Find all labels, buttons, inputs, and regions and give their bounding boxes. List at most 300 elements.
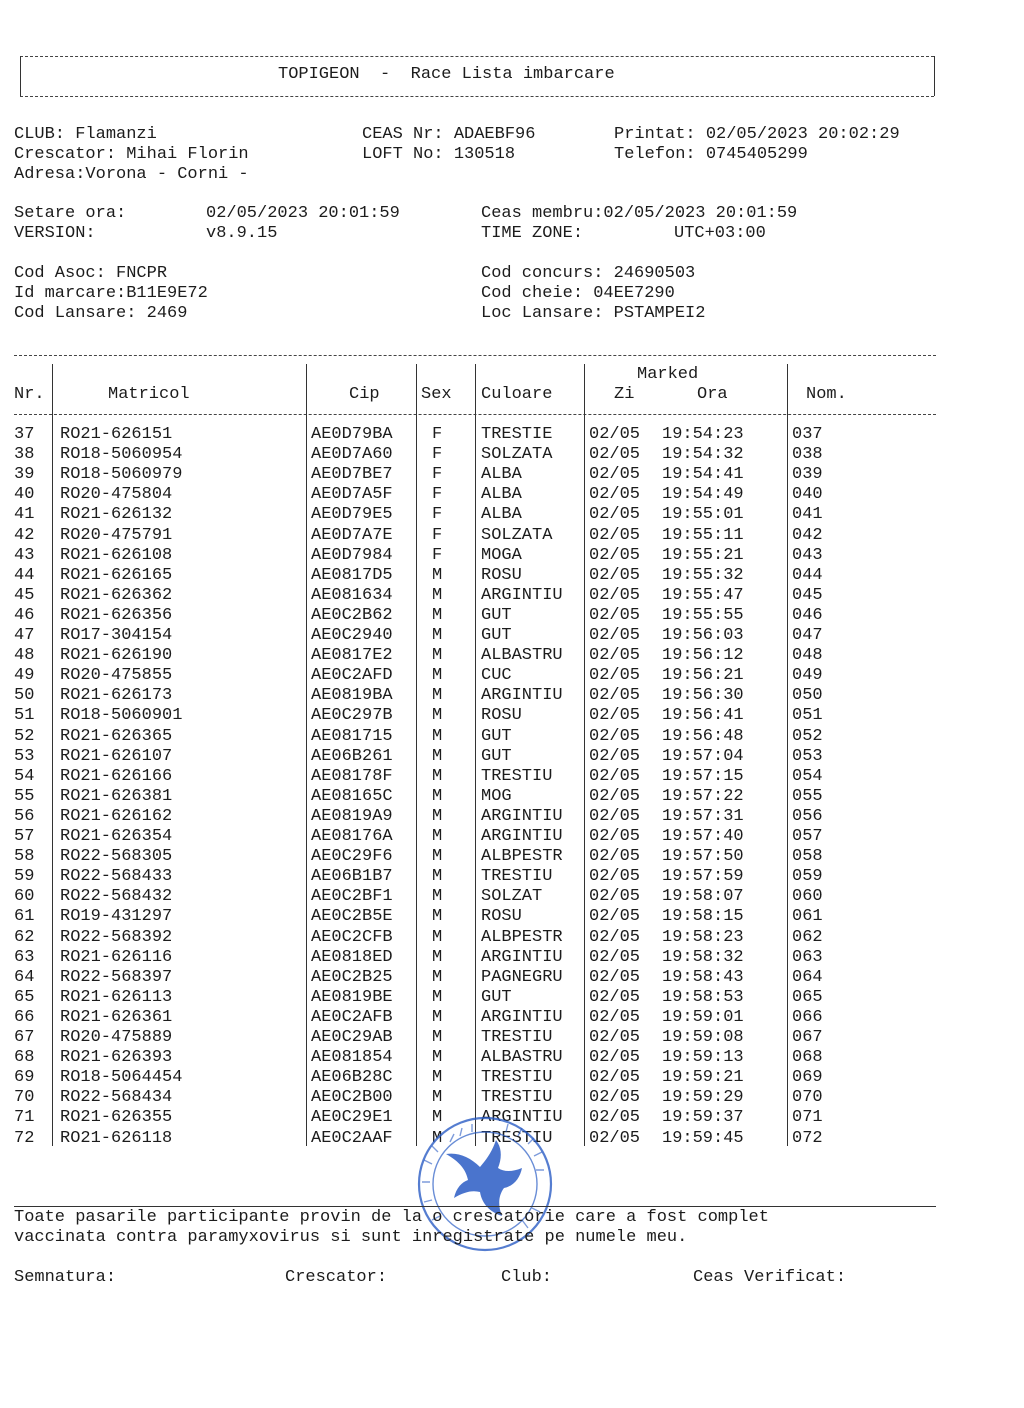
table-row <box>0 1008 1024 1028</box>
cell-nr: 65 <box>14 987 35 1007</box>
cell-nom: 056 <box>792 806 823 826</box>
column-header-matricol: Matricol <box>108 385 190 404</box>
release-code: Cod Lansare: 2469 <box>14 304 188 323</box>
cell-nr: 40 <box>14 485 35 505</box>
cell-culoare: SOLZAT <box>481 887 543 907</box>
cell-cip: AE0C2CFB <box>311 927 393 947</box>
cell-matricol: RO18-5060901 <box>60 706 183 726</box>
breeder-signature-label: Crescator: <box>285 1268 388 1287</box>
cell-nom: 038 <box>792 445 823 465</box>
table-row <box>0 867 1024 887</box>
address: Adresa:Vorona - Corni - <box>14 165 249 184</box>
cell-nr: 45 <box>14 585 35 605</box>
cell-culoare: ALBA <box>481 465 522 485</box>
cell-matricol: RO21-626393 <box>60 1048 173 1068</box>
cell-sex: F <box>432 545 443 565</box>
cell-sex: M <box>432 927 443 947</box>
column-header-marked: Marked <box>637 365 699 384</box>
cell-nr: 53 <box>14 746 35 766</box>
table-row <box>0 526 1024 546</box>
cell-sex: M <box>432 726 443 746</box>
title-box-top-border <box>20 56 934 57</box>
cell-culoare: ALBASTRU <box>481 1048 563 1068</box>
page-title: TOPIGEON - Race Lista imbarcare <box>278 65 615 84</box>
cell-culoare: ROSU <box>481 907 522 927</box>
column-header-ora: Ora <box>697 385 728 404</box>
cell-nr: 52 <box>14 726 35 746</box>
cell-sex: M <box>432 827 443 846</box>
table-row <box>0 907 1024 927</box>
cell-zi: 02/05 <box>589 887 641 907</box>
cell-matricol: RO21-626354 <box>60 827 173 846</box>
cell-ora: 19:57:22 <box>662 786 744 806</box>
signature-label: Semnatura: <box>14 1268 117 1287</box>
cell-cip: AE0D7BE7 <box>311 465 393 485</box>
cell-sex: M <box>432 1068 443 1088</box>
cell-cip: AE06B261 <box>311 746 393 766</box>
cell-nr: 43 <box>14 545 35 565</box>
table-row <box>0 706 1024 726</box>
table-row <box>0 445 1024 465</box>
cell-matricol: RO21-626132 <box>60 505 173 525</box>
cell-nom: 041 <box>792 505 823 525</box>
cell-matricol: RO21-626162 <box>60 806 173 826</box>
release-location: Loc Lansare: PSTAMPEI2 <box>481 304 706 323</box>
cell-ora: 19:59:45 <box>662 1128 744 1148</box>
contest-code: Cod concurs: 24690503 <box>481 264 696 283</box>
cell-culoare: ALBASTRU <box>481 646 563 666</box>
cell-matricol: RO21-626355 <box>60 1108 173 1128</box>
cell-cip: AE0818ED <box>311 947 393 967</box>
cell-zi: 02/05 <box>589 907 641 927</box>
cell-nom: 044 <box>792 565 823 585</box>
title-box-bottom-border <box>20 96 934 97</box>
cell-nom: 049 <box>792 666 823 686</box>
cell-cip: AE0C29F6 <box>311 847 393 867</box>
cell-culoare: TRESTIU <box>481 867 553 887</box>
table-header-top-border <box>14 355 936 356</box>
cell-ora: 19:54:49 <box>662 485 744 505</box>
cell-matricol: RO20-475855 <box>60 666 173 686</box>
cell-ora: 19:57:50 <box>662 847 744 867</box>
table-row <box>0 686 1024 706</box>
declaration-line-1: Toate pasarile participante provin de la o crescatorie care a fost complet <box>14 1208 769 1227</box>
cell-culoare: SOLZATA <box>481 445 553 465</box>
cell-nom: 046 <box>792 605 823 625</box>
cell-culoare: ALBA <box>481 505 522 525</box>
cell-cip: AE0C2940 <box>311 626 393 645</box>
cell-culoare: MOG <box>481 786 512 806</box>
table-row <box>0 988 1024 1008</box>
cell-cip: AE0C297B <box>311 706 393 726</box>
cell-nr: 72 <box>14 1128 35 1148</box>
cell-zi: 02/05 <box>589 726 641 746</box>
cell-matricol: RO22-568434 <box>60 1088 173 1108</box>
cell-sex: M <box>432 1088 443 1108</box>
cell-culoare: ALBPESTR <box>481 847 563 867</box>
cell-nr: 70 <box>14 1088 35 1108</box>
key-code: Cod cheie: 04EE7290 <box>481 284 675 303</box>
cell-matricol: RO17-304154 <box>60 626 173 645</box>
cell-matricol: RO21-626166 <box>60 766 173 786</box>
cell-matricol: RO21-626165 <box>60 565 173 585</box>
cell-cip: AE08178F <box>311 766 393 786</box>
column-header-zi: Zi <box>614 385 635 404</box>
cell-cip: AE0C2B62 <box>311 605 393 625</box>
cell-matricol: RO21-626190 <box>60 646 173 666</box>
cell-cip: AE06B28C <box>311 1068 393 1088</box>
cell-nr: 46 <box>14 605 35 625</box>
cell-zi: 02/05 <box>589 827 641 846</box>
table-row <box>0 666 1024 686</box>
cell-zi: 02/05 <box>589 585 641 605</box>
cell-nom: 067 <box>792 1028 823 1047</box>
cell-zi: 02/05 <box>589 646 641 666</box>
cell-nr: 55 <box>14 786 35 806</box>
cell-zi: 02/05 <box>589 1068 641 1088</box>
cell-ora: 19:56:41 <box>662 706 744 726</box>
cell-ora: 19:57:04 <box>662 746 744 766</box>
cell-nom: 047 <box>792 626 823 645</box>
cell-zi: 02/05 <box>589 1088 641 1108</box>
cell-matricol: RO21-626116 <box>60 947 173 967</box>
cell-sex: M <box>432 967 443 987</box>
table-row <box>0 485 1024 505</box>
cell-nom: 048 <box>792 646 823 666</box>
cell-matricol: RO21-626361 <box>60 1007 173 1027</box>
cell-zi: 02/05 <box>589 425 641 444</box>
cell-nr: 44 <box>14 565 35 585</box>
cell-culoare: GUT <box>481 746 512 766</box>
cell-zi: 02/05 <box>589 1007 641 1027</box>
cell-ora: 19:59:21 <box>662 1068 744 1088</box>
cell-zi: 02/05 <box>589 786 641 806</box>
cell-ora: 19:56:21 <box>662 666 744 686</box>
cell-culoare: ARGINTIU <box>481 827 563 846</box>
cell-nom: 052 <box>792 726 823 746</box>
cell-matricol: RO21-626381 <box>60 786 173 806</box>
cell-culoare: MOGA <box>481 545 522 565</box>
cell-ora: 19:55:21 <box>662 545 744 565</box>
cell-sex: M <box>432 1007 443 1027</box>
cell-ora: 19:59:29 <box>662 1088 744 1108</box>
cell-nom: 065 <box>792 987 823 1007</box>
table-row <box>0 546 1024 566</box>
table-row <box>0 887 1024 907</box>
club-name: CLUB: Flamanzi <box>14 125 157 144</box>
cell-nom: 050 <box>792 686 823 706</box>
cell-nr: 60 <box>14 887 35 907</box>
cell-sex: M <box>432 887 443 907</box>
cell-zi: 02/05 <box>589 927 641 947</box>
cell-sex: M <box>432 746 443 766</box>
table-row <box>0 747 1024 767</box>
cell-matricol: RO21-626356 <box>60 605 173 625</box>
cell-sex: M <box>432 1108 443 1128</box>
table-row <box>0 1028 1024 1048</box>
cell-nom: 064 <box>792 967 823 987</box>
cell-zi: 02/05 <box>589 445 641 465</box>
cell-culoare: ARGINTIU <box>481 1007 563 1027</box>
cell-sex: F <box>432 525 443 545</box>
clock-number: CEAS Nr: ADAEBF96 <box>362 125 536 144</box>
cell-nr: 47 <box>14 626 35 645</box>
table-row <box>0 1048 1024 1068</box>
table-row <box>0 968 1024 988</box>
cell-zi: 02/05 <box>589 525 641 545</box>
cell-zi: 02/05 <box>589 1128 641 1148</box>
cell-nr: 68 <box>14 1048 35 1068</box>
cell-cip: AE0D79E5 <box>311 505 393 525</box>
cell-nom: 042 <box>792 525 823 545</box>
cell-matricol: RO21-626108 <box>60 545 173 565</box>
cell-zi: 02/05 <box>589 947 641 967</box>
cell-sex: M <box>432 786 443 806</box>
cell-zi: 02/05 <box>589 766 641 786</box>
cell-nom: 037 <box>792 425 823 444</box>
cell-nr: 56 <box>14 806 35 826</box>
cell-sex: M <box>432 806 443 826</box>
table-row <box>0 1068 1024 1088</box>
column-header-nr: Nr. <box>14 385 45 404</box>
cell-zi: 02/05 <box>589 987 641 1007</box>
cell-culoare: GUT <box>481 605 512 625</box>
club-signature-label: Club: <box>501 1268 553 1287</box>
cell-matricol: RO22-568432 <box>60 887 173 907</box>
cell-cip: AE081715 <box>311 726 393 746</box>
cell-cip: AE0D7A5F <box>311 485 393 505</box>
cell-cip: AE0C2AFB <box>311 1007 393 1027</box>
cell-zi: 02/05 <box>589 505 641 525</box>
cell-nr: 63 <box>14 947 35 967</box>
cell-nom: 039 <box>792 465 823 485</box>
cell-nom: 072 <box>792 1128 823 1148</box>
cell-zi: 02/05 <box>589 485 641 505</box>
cell-matricol: RO21-626365 <box>60 726 173 746</box>
version-label: VERSION: <box>14 224 96 243</box>
cell-nom: 061 <box>792 907 823 927</box>
cell-matricol: RO22-568397 <box>60 967 173 987</box>
cell-zi: 02/05 <box>589 605 641 625</box>
cell-nom: 066 <box>792 1007 823 1027</box>
cell-nr: 39 <box>14 465 35 485</box>
loft-number: LOFT No: 130518 <box>362 145 516 164</box>
cell-nom: 070 <box>792 1088 823 1108</box>
time-zone-label: TIME ZONE: <box>481 224 584 243</box>
cell-ora: 19:54:32 <box>662 445 744 465</box>
cell-sex: M <box>432 666 443 686</box>
cell-matricol: RO18-5060954 <box>60 445 183 465</box>
cell-sex: M <box>432 907 443 927</box>
marking-id: Id marcare:B11E9E72 <box>14 284 208 303</box>
cell-ora: 19:54:41 <box>662 465 744 485</box>
cell-culoare: TRESTIE <box>481 425 553 444</box>
title-box-left-border <box>20 56 21 96</box>
cell-zi: 02/05 <box>589 847 641 867</box>
cell-matricol: RO21-626173 <box>60 686 173 706</box>
cell-matricol: RO21-626362 <box>60 585 173 605</box>
cell-culoare: PAGNEGRU <box>481 967 563 987</box>
table-row <box>0 827 1024 847</box>
cell-nom: 055 <box>792 786 823 806</box>
time-set-label: Setare ora: <box>14 204 127 223</box>
cell-culoare: GUT <box>481 626 512 645</box>
cell-zi: 02/05 <box>589 1108 641 1128</box>
cell-sex: F <box>432 465 443 485</box>
cell-ora: 19:59:08 <box>662 1028 744 1047</box>
cell-matricol: RO21-626107 <box>60 746 173 766</box>
cell-nr: 58 <box>14 847 35 867</box>
cell-cip: AE0C29E1 <box>311 1108 393 1128</box>
cell-ora: 19:58:23 <box>662 927 744 947</box>
clock-verified-label: Ceas Verificat: <box>693 1268 847 1287</box>
cell-sex: M <box>432 1048 443 1068</box>
cell-nr: 50 <box>14 686 35 706</box>
cell-zi: 02/05 <box>589 806 641 826</box>
cell-cip: AE0D7A60 <box>311 445 393 465</box>
cell-matricol: RO21-626113 <box>60 987 173 1007</box>
cell-cip: AE0D7A7E <box>311 525 393 545</box>
cell-matricol: RO18-5060979 <box>60 465 183 485</box>
cell-cip: AE081854 <box>311 1048 393 1068</box>
cell-nom: 062 <box>792 927 823 947</box>
cell-zi: 02/05 <box>589 1048 641 1068</box>
cell-sex: F <box>432 425 443 444</box>
cell-matricol: RO22-568392 <box>60 927 173 947</box>
table-row <box>0 646 1024 666</box>
cell-ora: 19:59:13 <box>662 1048 744 1068</box>
cell-sex: M <box>432 706 443 726</box>
cell-zi: 02/05 <box>589 626 641 645</box>
cell-culoare: TRESTIU <box>481 1068 553 1088</box>
table-row <box>0 727 1024 747</box>
column-header-cip: Cip <box>349 385 380 404</box>
cell-ora: 19:58:53 <box>662 987 744 1007</box>
cell-culoare: TRESTIU <box>481 1088 553 1108</box>
cell-nr: 41 <box>14 505 35 525</box>
cell-nr: 67 <box>14 1028 35 1047</box>
cell-nr: 66 <box>14 1007 35 1027</box>
table-row <box>0 847 1024 867</box>
cell-sex: M <box>432 766 443 786</box>
cell-sex: M <box>432 565 443 585</box>
cell-nom: 043 <box>792 545 823 565</box>
cell-culoare: ROSU <box>481 706 522 726</box>
cell-culoare: GUT <box>481 987 512 1007</box>
cell-cip: AE0C2AAF <box>311 1128 393 1148</box>
cell-nr: 38 <box>14 445 35 465</box>
cell-sex: M <box>432 646 443 666</box>
cell-sex: M <box>432 1028 443 1047</box>
cell-culoare: TRESTIU <box>481 1128 553 1148</box>
cell-culoare: ARGINTIU <box>481 1108 563 1128</box>
cell-sex: M <box>432 686 443 706</box>
cell-ora: 19:57:59 <box>662 867 744 887</box>
cell-ora: 19:55:01 <box>662 505 744 525</box>
cell-matricol: RO22-568433 <box>60 867 173 887</box>
cell-zi: 02/05 <box>589 545 641 565</box>
cell-nom: 068 <box>792 1048 823 1068</box>
table-row <box>0 465 1024 485</box>
table-row <box>0 566 1024 586</box>
cell-culoare: ARGINTIU <box>481 686 563 706</box>
cell-nr: 51 <box>14 706 35 726</box>
cell-ora: 19:59:01 <box>662 1007 744 1027</box>
table-row <box>0 586 1024 606</box>
table-row <box>0 1088 1024 1108</box>
cell-matricol: RO21-626151 <box>60 425 173 444</box>
cell-culoare: ALBA <box>481 485 522 505</box>
cell-nom: 069 <box>792 1068 823 1088</box>
cell-zi: 02/05 <box>589 867 641 887</box>
cell-ora: 19:55:47 <box>662 585 744 605</box>
cell-nom: 060 <box>792 887 823 907</box>
cell-culoare: ARGINTIU <box>481 585 563 605</box>
cell-zi: 02/05 <box>589 565 641 585</box>
cell-matricol: RO20-475791 <box>60 525 173 545</box>
cell-cip: AE0C2BF1 <box>311 887 393 907</box>
cell-sex: F <box>432 505 443 525</box>
table-row <box>0 626 1024 646</box>
table-row <box>0 948 1024 968</box>
table-row <box>0 807 1024 827</box>
cell-zi: 02/05 <box>589 465 641 485</box>
cell-ora: 19:54:23 <box>662 425 744 444</box>
cell-culoare: CUC <box>481 666 512 686</box>
cell-nom: 054 <box>792 766 823 786</box>
table-row <box>0 425 1024 445</box>
cell-nr: 49 <box>14 666 35 686</box>
cell-ora: 19:56:03 <box>662 626 744 645</box>
cell-culoare: TRESTIU <box>481 766 553 786</box>
time-set-value: 02/05/2023 20:01:59 <box>206 204 400 223</box>
table-row <box>0 928 1024 948</box>
cell-culoare: TRESTIU <box>481 1028 553 1047</box>
table-row <box>0 606 1024 626</box>
cell-nom: 057 <box>792 827 823 846</box>
cell-ora: 19:58:15 <box>662 907 744 927</box>
cell-zi: 02/05 <box>589 706 641 726</box>
cell-nr: 64 <box>14 967 35 987</box>
cell-ora: 19:56:12 <box>662 646 744 666</box>
cell-sex: F <box>432 445 443 465</box>
cell-nom: 040 <box>792 485 823 505</box>
cell-sex: M <box>432 947 443 967</box>
cell-matricol: RO20-475804 <box>60 485 173 505</box>
cell-nr: 42 <box>14 525 35 545</box>
cell-sex: F <box>432 485 443 505</box>
cell-nom: 071 <box>792 1108 823 1128</box>
association-code: Cod Asoc: FNCPR <box>14 264 168 283</box>
cell-sex: M <box>432 847 443 867</box>
cell-nom: 063 <box>792 947 823 967</box>
cell-ora: 19:55:55 <box>662 605 744 625</box>
cell-ora: 19:58:07 <box>662 887 744 907</box>
cell-nr: 69 <box>14 1068 35 1088</box>
cell-nr: 54 <box>14 766 35 786</box>
cell-sex: M <box>432 585 443 605</box>
column-header-nom: Nom. <box>806 385 847 404</box>
cell-ora: 19:57:40 <box>662 827 744 846</box>
breeder-name: Crescator: Mihai Florin <box>14 145 249 164</box>
cell-cip: AE08165C <box>311 786 393 806</box>
cell-ora: 19:55:32 <box>662 565 744 585</box>
cell-ora: 19:57:31 <box>662 806 744 826</box>
cell-cip: AE0C2AFD <box>311 666 393 686</box>
cell-zi: 02/05 <box>589 746 641 766</box>
cell-nom: 051 <box>792 706 823 726</box>
cell-matricol: RO21-626118 <box>60 1128 173 1148</box>
